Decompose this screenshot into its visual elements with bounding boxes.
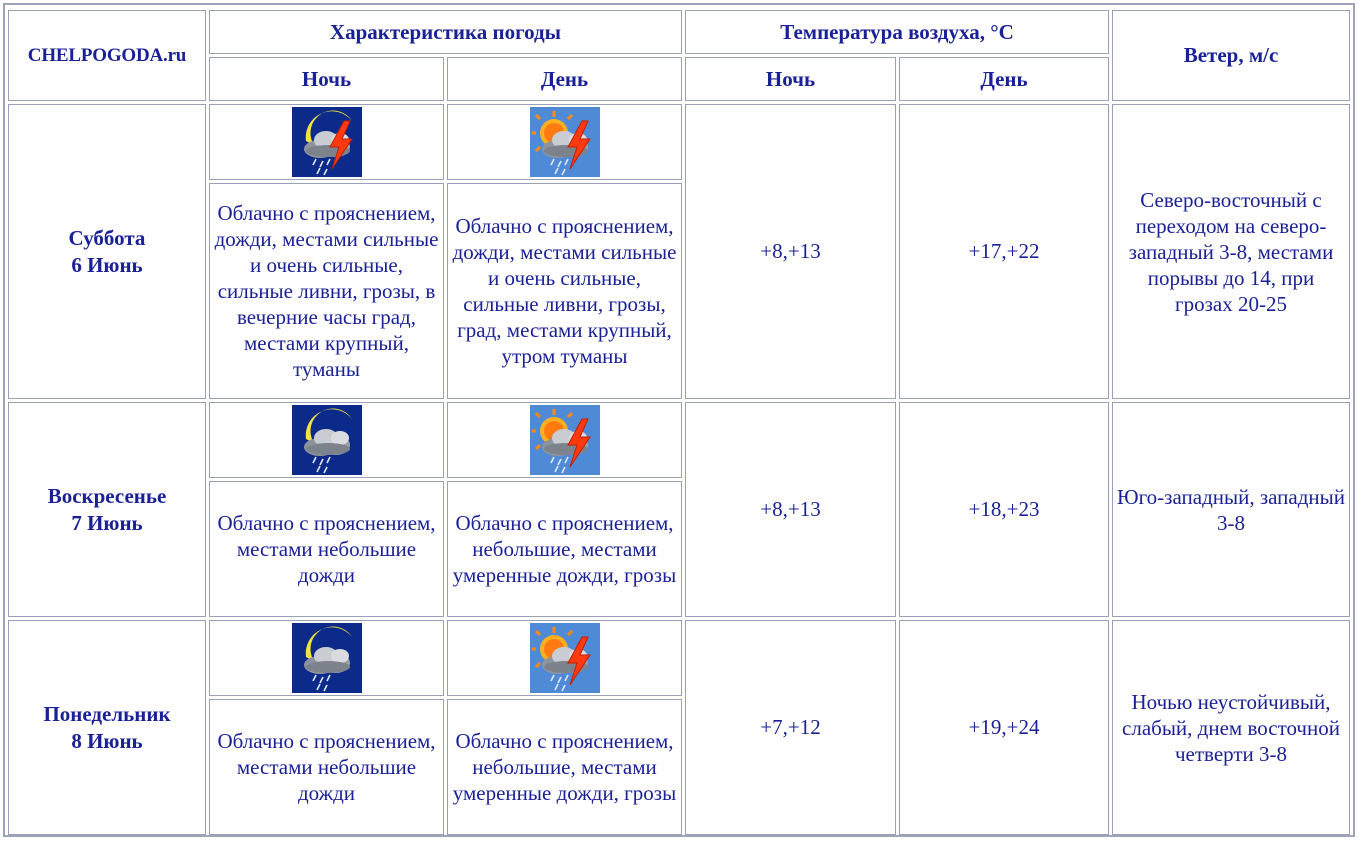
temp-night: +8,+13 — [685, 402, 896, 617]
wind-header: Ветер, м/с — [1112, 10, 1350, 101]
temp-night-header: Ночь — [685, 57, 896, 101]
weather-night-header: Ночь — [209, 57, 444, 101]
night-icon-cell — [209, 104, 444, 180]
day-label-cell — [8, 402, 206, 617]
moon-cloud-rain-icon — [292, 623, 362, 693]
day-label-cell — [8, 620, 206, 835]
date: 7 Июнь — [71, 510, 143, 535]
sun-cloud-thunderstorm-icon — [530, 107, 600, 177]
site-name: CHELPOGODA.ru — [8, 10, 206, 101]
day-label-cell — [8, 104, 206, 399]
wind-desc: Северо-восточный с переходом на северо-западный 3-8, местами порывы до 14, при грозах 20-25 — [1112, 104, 1350, 399]
night-desc: Облачно с прояснением, местами небольшие дожди — [209, 699, 444, 835]
day-row — [8, 402, 1350, 478]
moon-cloud-rain-icon — [292, 405, 362, 475]
air-temp-header: Температура воздуха, °C — [685, 10, 1109, 54]
sun-cloud-thunderstorm-icon — [530, 623, 600, 693]
day-icon-cell — [447, 620, 682, 696]
day-desc: Облачно с прояснением, небольшие, местами умеренные дожди, грозы — [447, 699, 682, 835]
night-desc: Облачно с прояснением, местами небольшие дожди — [209, 481, 444, 617]
temp-night: +8,+13 — [685, 104, 896, 399]
wind-desc: Ночью неустойчивый, слабый, днем восточной четверти 3-8 — [1112, 620, 1350, 835]
temp-day: +18,+23 — [899, 402, 1109, 617]
day-icon-cell — [447, 402, 682, 478]
moon-cloud-thunderstorm-icon — [292, 107, 362, 177]
temp-night: +7,+12 — [685, 620, 896, 835]
day-desc: Облачно с прояснением, небольшие, местами умеренные дожди, грозы — [447, 481, 682, 617]
date: 6 Июнь — [71, 252, 143, 277]
temp-day: +17,+22 — [899, 104, 1109, 399]
day-row — [8, 620, 1350, 696]
date: 8 Июнь — [71, 728, 143, 753]
night-icon-cell — [209, 402, 444, 478]
wind-desc: Юго-западный, западный 3-8 — [1112, 402, 1350, 617]
day-row — [8, 104, 1350, 180]
weekday: Воскресенье — [47, 483, 167, 508]
day-icon-cell — [447, 104, 682, 180]
night-icon-cell — [209, 620, 444, 696]
weekday: Понедельник — [43, 701, 171, 726]
sun-cloud-thunderstorm-icon — [530, 405, 600, 475]
night-desc: Облачно с прояснением, дожди, местами сильные и очень сильные, сильные ливни, грозы, в вечерние часы град, местами крупный, туманы — [209, 183, 444, 399]
header-row-1 — [8, 10, 1350, 54]
weekday: Суббота — [68, 225, 146, 250]
temp-day-header: День — [899, 57, 1109, 101]
weather-char-header: Характеристика погоды — [209, 10, 682, 54]
forecast-table — [5, 7, 1353, 838]
temp-day: +19,+24 — [899, 620, 1109, 835]
day-desc: Облачно с прояснением, дожди, местами сильные и очень сильные, сильные ливни, грозы, град, местами крупный, утром туманы — [447, 183, 682, 399]
weather-day-header: День — [447, 57, 682, 101]
